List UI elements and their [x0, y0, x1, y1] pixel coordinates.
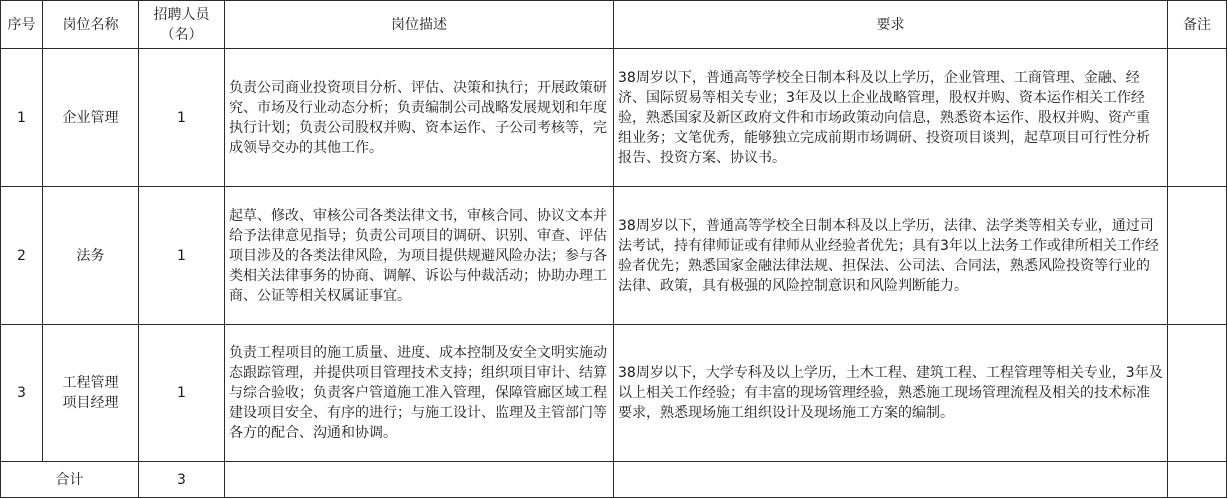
header-count: [139, 1, 225, 49]
row-requirements: 38周岁以下，普通高等学校全日制本科及以上学历，法律、法学类等相关专业，通过司法考试，持有律师证或有律师从业经验者优先；具有3年以上法务工作或律所相关工作经验者优先；熟悉国家金融法律法规、担保法、公司法、合同法，熟悉风险投资等行业的法律、政策，具有极强的风险控制意识和风险判断能力。: [614, 187, 1168, 325]
row-description: 负责公司商业投资项目分析、评估、决策和执行；开展政策研究、市场及行业动态分析；负责编制公司战略发展规划和年度执行计划；负责公司股权并购、资本运作、子公司考核等，完成领导交办的其他工作。: [225, 49, 614, 187]
total-description-empty: [225, 462, 614, 498]
header-count-line2: （名）: [160, 26, 203, 43]
row-remarks: [1168, 325, 1227, 462]
total-label: 合计: [1, 462, 139, 498]
row-position: [43, 49, 139, 187]
header-description: 岗位描述: [225, 1, 614, 49]
row-remarks: [1168, 187, 1227, 325]
header-position: 岗位名称: [43, 1, 139, 49]
table-row: [1, 187, 1227, 325]
row-description: 负责工程项目的施工质量、进度、成本控制及安全文明实施动态跟踪管理，并提供项目管理技术支持；组织项目审计、结算与综合验收；负责客户管道施工准入管理，保障管廊区域工程建设项目安全、有序的进行；与施工设计、监理及主管部门等各方的配合、沟通和协调。: [225, 325, 614, 462]
header-index: 序号: [1, 1, 43, 49]
row-count: 1: [139, 49, 225, 187]
row-requirements: 38周岁以下，普通高等学校全日制本科及以上学历，企业管理、工商管理、金融、经济、国际贸易等相关专业；3年及以上企业战略管理，股权并购、资本运作相关工作经验，熟悉国家及新区政府文件和市场政策动向信息，熟悉资本运作、股权并购、资产重组业务；文笔优秀，能够独立完成前期市场调研、投资项目谈判，起草项目可行性分析报告、投资方案、协议书。: [614, 49, 1168, 187]
table-row: [1, 325, 1227, 462]
row-position: [43, 325, 139, 462]
row-description: 起草、修改、审核公司各类法律文书，审核合同、协议文本并给予法律意见指导；负责公司项目的调研、识别、审查、评估项目涉及的各类法律风险，为项目提供规避风险办法；参与各类相关法律事务的协商、调解、诉讼与仲裁活动；协助办理工商、公证等相关权属证事宜。: [225, 187, 614, 325]
total-remarks-empty: [1168, 462, 1227, 498]
row-count: 1: [139, 325, 225, 462]
row-index: 3: [1, 325, 43, 462]
total-row: [1, 462, 1227, 498]
total-count: 3: [139, 462, 225, 498]
row-position-line1: 工程管理: [62, 375, 119, 391]
header-remarks: 备注: [1168, 1, 1227, 49]
table-row: [1, 49, 1227, 187]
row-count: 1: [139, 187, 225, 325]
row-remarks: [1168, 49, 1227, 187]
header-row: [1, 1, 1227, 49]
row-requirements: 38周岁以下，大学专科及以上学历，土木工程、建筑工程、工程管理等相关专业，3年及以上相关工作经验；有丰富的现场管理经验，熟悉施工现场管理流程及相关的技术标准要求，熟悉现场施工组织设计及现场施工方案的编制。: [614, 325, 1168, 462]
row-position-line1: 法务: [76, 247, 105, 264]
header-count-line1: 招聘人员: [153, 6, 210, 23]
row-index: 2: [1, 187, 43, 325]
row-position-line2: 项目经理: [62, 395, 119, 411]
row-index: 1: [1, 49, 43, 187]
header-requirements: 要求: [614, 1, 1168, 49]
total-requirements-empty: [614, 462, 1168, 498]
row-position-line1: 企业管理: [62, 109, 119, 126]
row-position: [43, 187, 139, 325]
